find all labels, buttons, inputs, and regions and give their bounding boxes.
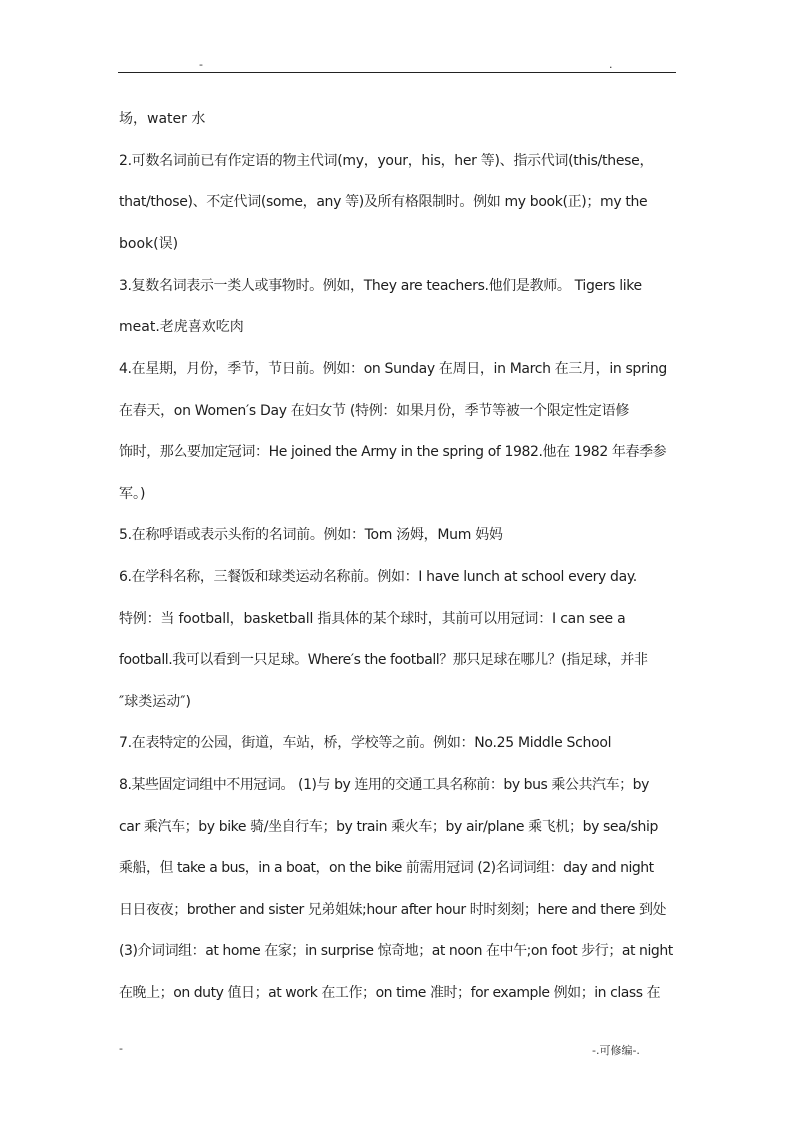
text-line: 日日夜夜；brother and sister 兄弟姐妹;hour after hour 时时刻刻；here and there 到处	[119, 902, 667, 918]
text-line: 6.在学科名称，三餐饭和球类运动名称前。例如：I have lunch at school every day.	[119, 569, 637, 585]
text-line: that/those)、不定代词(some，any 等)及所有格限制时。例如 my book(正)；my the	[119, 194, 648, 210]
text-line: 乘船，但 take a bus，in a boat，on the bike 前需用冠词 (2)名词词组：day and night	[119, 860, 654, 876]
footer-editable-note: -.可修编-.	[592, 1044, 640, 1057]
footer-left-mark: -	[119, 1042, 123, 1055]
text-line: 饰时，那么要加定冠词：He joined the Army in the spring of 1982.他在 1982 年春季参	[119, 444, 667, 460]
text-line: 军。)	[119, 486, 146, 502]
text-line: car 乘汽车；by bike 骑/坐自行车；by train 乘火车；by air/plane 乘飞机；by sea/ship	[119, 819, 658, 835]
text-line: 7.在表特定的公园，街道，车站，桥，学校等之前。例如：No.25 Middle School	[119, 735, 612, 751]
header-right-mark: .	[609, 58, 613, 71]
text-line: football.我可以看到一只足球。Where′s the football？那只足球在哪儿？(指足球，并非	[119, 652, 648, 668]
text-line: 2.可数名词前已有作定语的物主代词(my，your，his，her 等)、指示代词(this/these，	[119, 153, 654, 169]
text-line: 在春天，on Women′s Day 在妇女节 (特例：如果月份，季节等被一个限定性定语修	[119, 403, 630, 419]
text-line: 4.在星期，月份，季节，节日前。例如：on Sunday 在周日，in March 在三月，in spring	[119, 361, 667, 377]
text-line: (3)介词词组：at home 在家；in surprise 惊奇地；at noon 在中午;on foot 步行；at night	[119, 943, 673, 959]
header-rule	[118, 72, 676, 73]
text-line: 3.复数名词表示一类人或事物时。例如，They are teachers.他们是教师。 Tigers like	[119, 278, 642, 294]
text-line: 8.某些固定词组中不用冠词。 (1)与 by 连用的交通工具名称前：by bus 乘公共汽车；by	[119, 777, 649, 793]
text-line: 场，water 水	[119, 111, 206, 127]
text-line: book(误)	[119, 236, 179, 252]
text-line: 特例：当 football，basketball 指具体的某个球时，其前可以用冠词：I can see a	[119, 611, 626, 627]
text-line: 在晚上；on duty 值日；at work 在工作；on time 准时；for example 例如；in class 在	[119, 985, 661, 1001]
header-left-mark: -	[199, 58, 203, 71]
text-line: meat.老虎喜欢吃肉	[119, 319, 244, 335]
text-line: ″球类运动″)	[119, 694, 191, 710]
text-line: 5.在称呼语或表示头衔的名词前。例如：Tom 汤姆，Mum 妈妈	[119, 527, 503, 543]
